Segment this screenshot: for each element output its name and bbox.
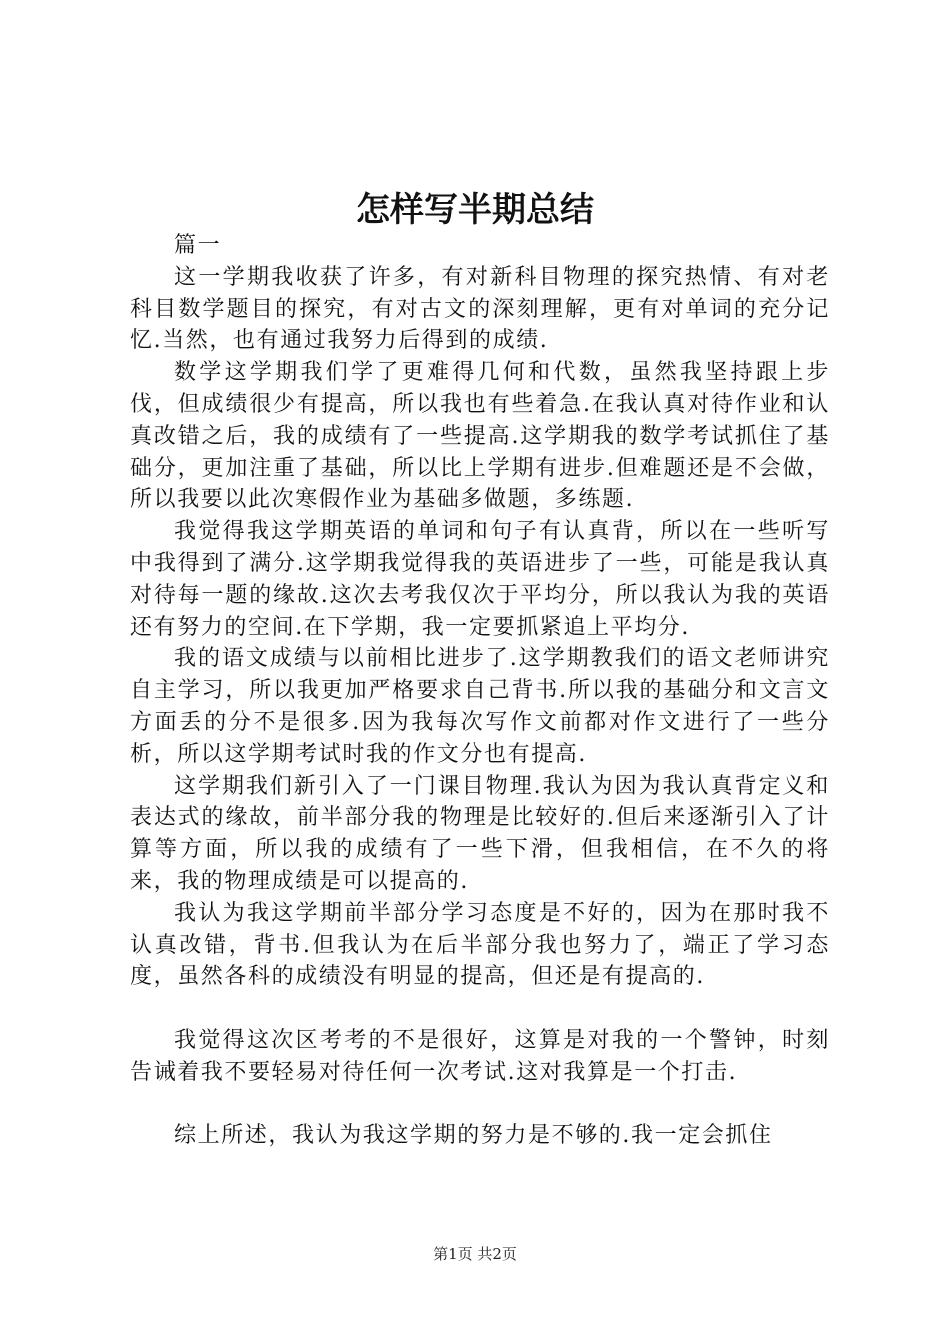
paragraph: 综上所述，我认为我这学期的努力是不够的.我一定会抓住 <box>174 1123 773 1149</box>
paragraph: 这学期我们新引入了一门课目物理.我认为因为我认真背定义和表达式的缘故，前半部分我的物理是比较好的.但后来逐渐引入了计算等方面，所以我的成绩有了一些下滑，但我相信，在不久的将来，我的物理成绩是可以提高的. <box>130 773 830 894</box>
section-label: 篇一 <box>174 233 222 258</box>
document-title: 怎样写半期总结 <box>356 190 594 230</box>
paragraph: 我觉得我这学期英语的单词和句子有认真背，所以在一些听写中我得到了满分.这学期我觉得我的英语进步了一些，可能是我认真对待每一题的缘故.这次去考我仅次于平均分，所以我认为我的英语还有努力的空间.在下学期，我一定要抓紧追上平均分. <box>130 519 830 640</box>
page-footer: 第1页 共2页 <box>433 1245 517 1263</box>
paragraph: 我的语文成绩与以前相比进步了.这学期教我们的语文老师讲究自主学习，所以我更加严格要求自己背书.所以我的基础分和文言文方面丢的分不是很多.因为我每次写作文前都对作文进行了一些分析，所以这学期考试时我的作文分也有提高. <box>130 646 830 767</box>
paragraph: 我觉得这次区考考的不是很好，这算是对我的一个警钟，时刻告诫着我不要轻易对待任何一次考试.这对我算是一个打击. <box>130 1027 830 1085</box>
paragraph: 这一学期我收获了许多，有对新科目物理的探究热情、有对老科目数学题目的探究，有对古文的深刻理解，更有对单词的充分记忆.当然，也有通过我努力后得到的成绩. <box>130 264 830 354</box>
paragraph: 数学这学期我们学了更难得几何和代数，虽然我坚持跟上步伐，但成绩很少有提高，所以我也有些着急.在我认真对待作业和认真改错之后，我的成绩有了一些提高.这学期我的数学考试抓住了基础分，更加注重了基础，所以比上学期有进步.但难题还是不会做，所以我要以此次寒假作业为基础多做题，多练题. <box>130 360 830 513</box>
paragraph: 我认为我这学期前半部分学习态度是不好的，因为在那时我不认真改错，背书.但我认为在后半部分我也努力了，端正了学习态度，虽然各科的成绩没有明显的提高，但还是有提高的. <box>130 900 830 990</box>
document-body <box>130 230 830 1152</box>
